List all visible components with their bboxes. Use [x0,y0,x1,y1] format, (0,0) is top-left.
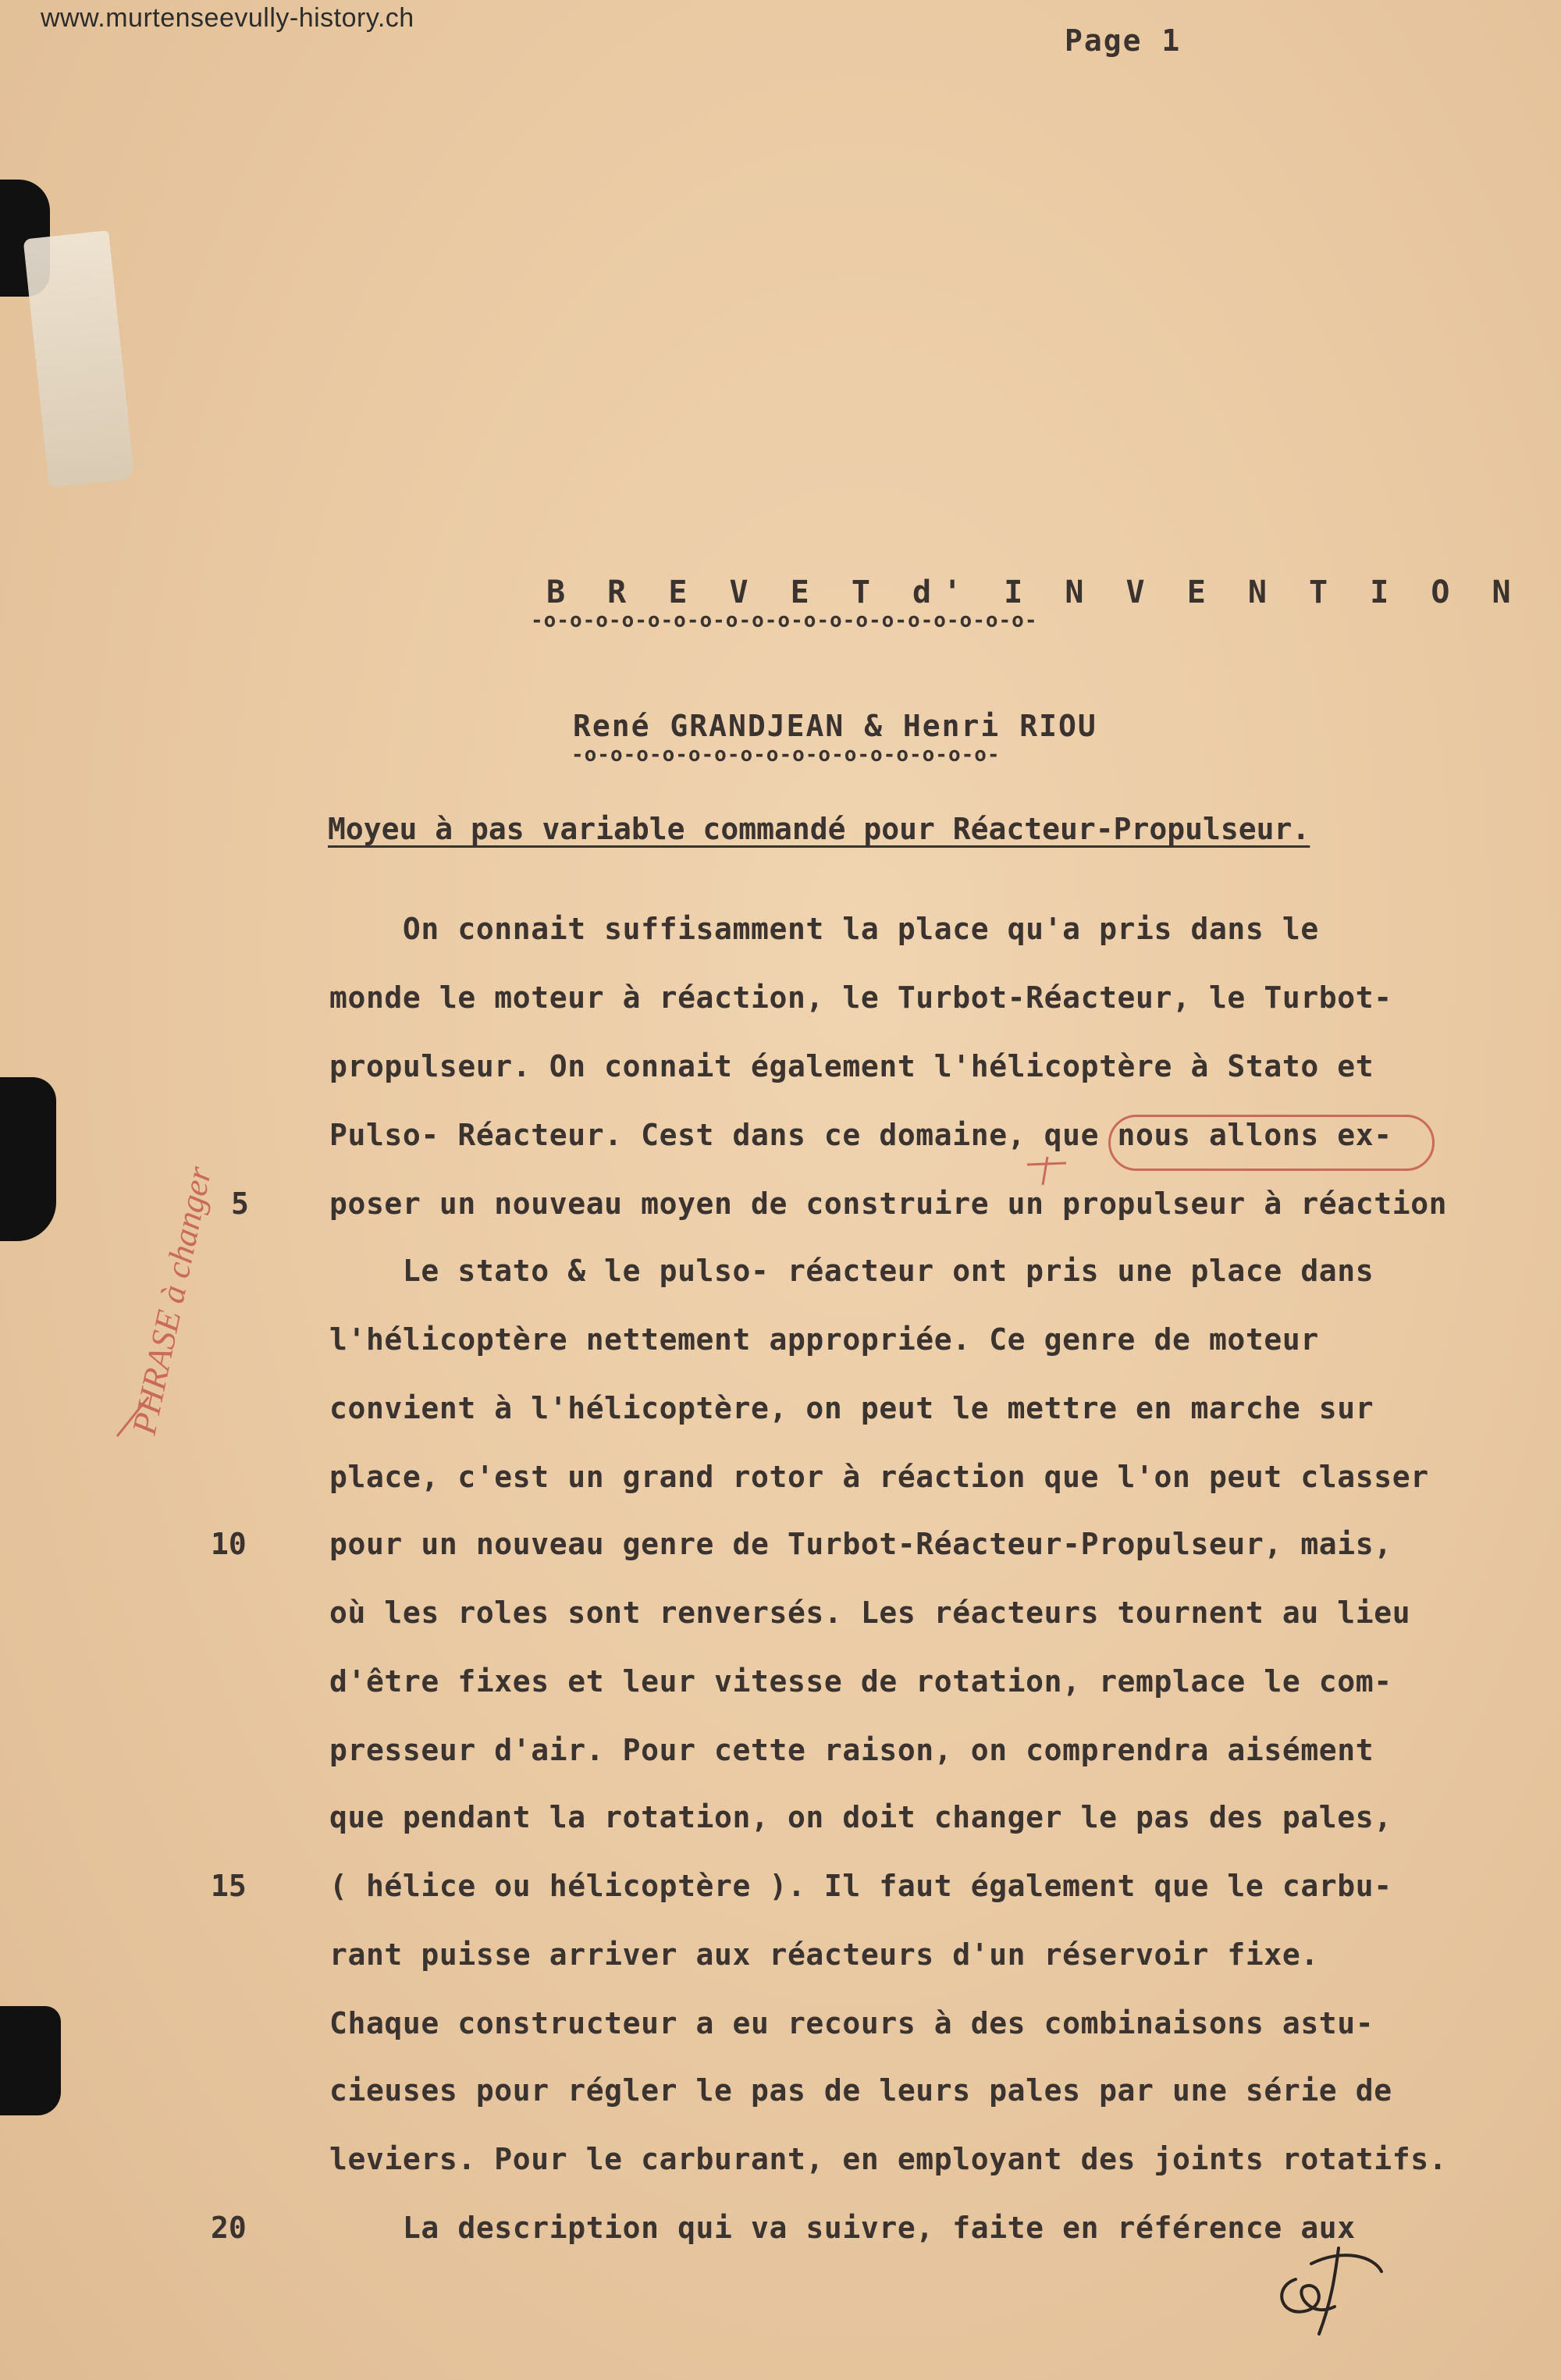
authors-underline-rule: -o-o-o-o-o-o-o-o-o-o-o-o-o-o-o-o- [571,743,1001,767]
body-line: propulseur. On connait également l'hélicoptère à Stato et [329,1049,1374,1083]
body-line: monde le moteur à réaction, le Turbot-Réacteur, le Turbot- [329,980,1392,1015]
line-number: 20 [211,2211,247,2245]
red-pencil-tick-mark [1027,1155,1066,1186]
body-line: l'hélicoptère nettement appropriée. Ce genre de moteur [329,1322,1319,1357]
body-line: que pendant la rotation, on doit changer le pas des pales, [329,1800,1392,1834]
margin-note-text: PHRASE à changer [124,1163,219,1439]
page-number-header: Page 1 [1065,23,1182,58]
website-watermark: www.murtenseevully-history.ch [41,3,414,33]
torn-edge-lower [0,2006,61,2115]
title-underline-rule: -o-o-o-o-o-o-o-o-o-o-o-o-o-o-o-o-o-o-o- [531,609,1038,632]
red-pencil-circle-annotation [1108,1115,1435,1171]
subject-heading: Moyeu à pas variable commandé pour Réacteur-Propulseur. [328,812,1310,846]
body-line: Chaque constructeur a eu recours à des combinaisons astu- [329,2006,1374,2040]
body-line: place, c'est un grand rotor à réaction que l'on peut classer [329,1460,1429,1494]
body-line: presseur d'air. Pour cette raison, on comprendra aisément [329,1733,1374,1767]
body-line: poser un nouveau moyen de construire un propulseur à réaction [329,1186,1448,1221]
torn-edge-middle [0,1077,56,1241]
document-title: B R E V E T d' I N V E N T I O N [546,575,1523,610]
body-line: ( hélice ou hélicoptère ). Il faut également que le carbu- [329,1869,1392,1903]
body-line: Pulso- Réacteur. Cest dans ce domaine, que nous allons ex- [329,1118,1392,1152]
body-line: où les roles sont renversés. Les réacteurs tournent au lieu [329,1596,1411,1630]
body-line: d'être fixes et leur vitesse de rotation, remplace le com- [329,1664,1392,1699]
body-line: convient à l'hélicoptère, on peut le mettre en marche sur [329,1391,1374,1425]
tape-strip [23,230,135,488]
line-number: 10 [211,1527,247,1561]
body-line: Le stato & le pulso- réacteur ont pris une place dans [329,1254,1374,1288]
body-line: pour un nouveau genre de Turbot-Réacteur-Propulseur, mais, [329,1527,1392,1561]
body-line: cieuses pour régler le pas de leurs pales par une série de [329,2073,1392,2108]
body-line: leviers. Pour le carburant, en employant des joints rotatifs. [329,2142,1448,2176]
body-line: La description qui va suivre, faite en référence aux [329,2211,1356,2245]
line-number: 5 [231,1186,249,1221]
line-number: 15 [211,1869,247,1903]
body-line: On connait suffisamment la place qu'a pris dans le [329,912,1319,946]
authors-line: René GRANDJEAN & Henri RIOU [573,709,1097,743]
body-line: rant puisse arriver aux réacteurs d'un réservoir fixe. [329,1937,1319,1972]
margin-annotation [94,1030,219,1467]
handwritten-initials-signature [1264,2232,1389,2342]
